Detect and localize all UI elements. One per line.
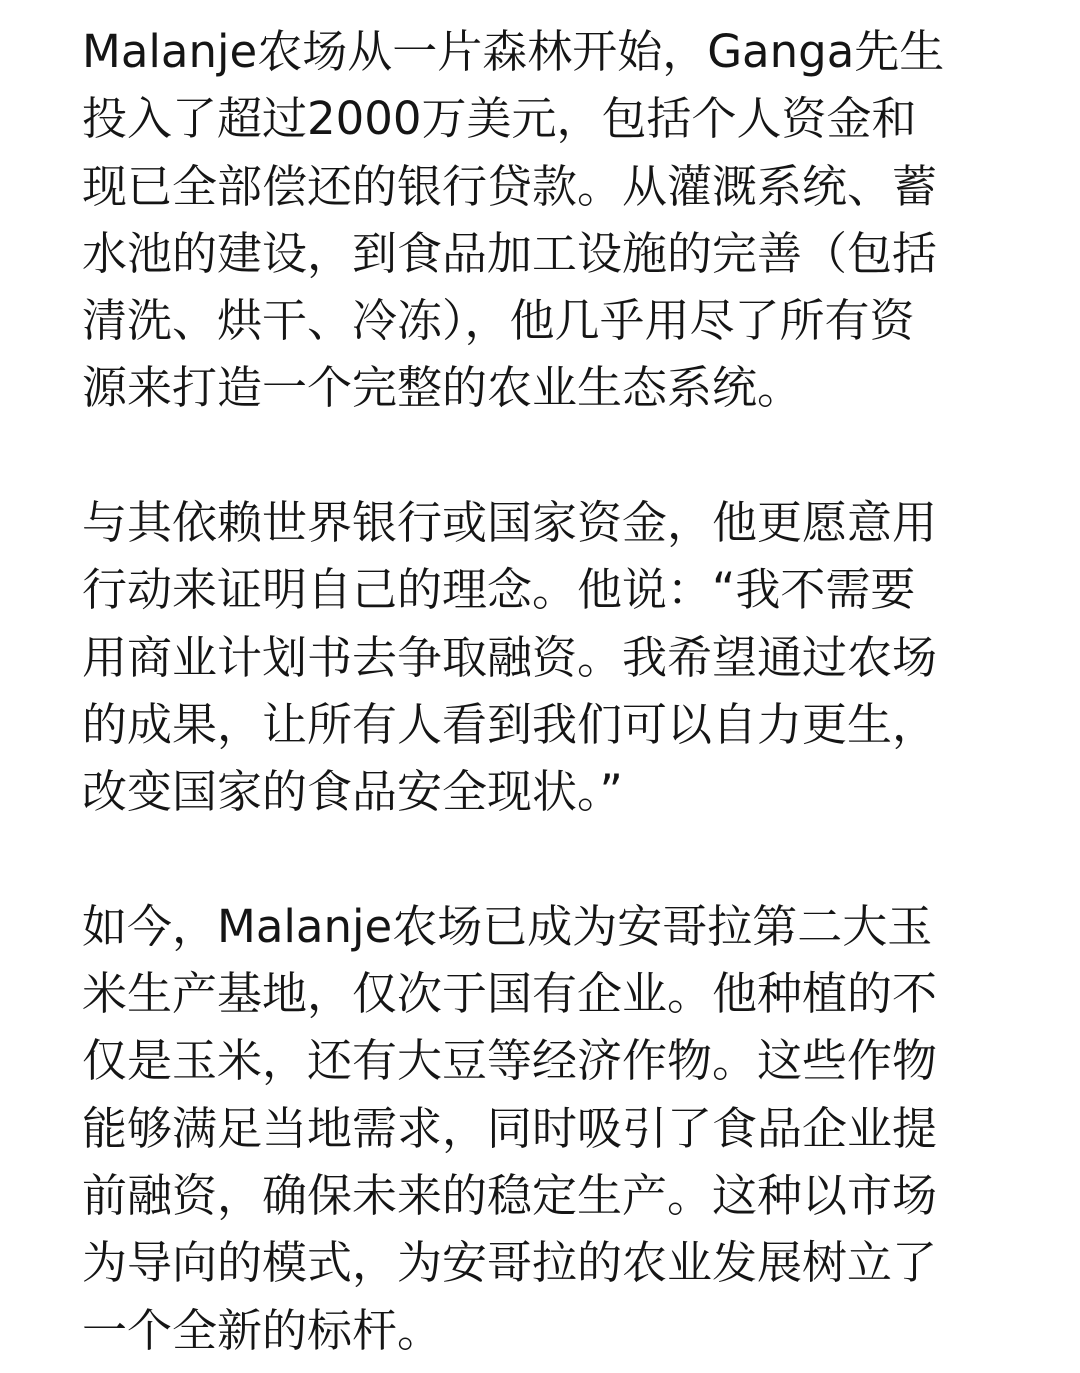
text-line: 投入了超过2000万美元，包括个人资金和 xyxy=(82,92,917,146)
paragraph-2 xyxy=(82,489,998,825)
text-line: 前融资，确保未来的稳定生产。这种以市场 xyxy=(82,1169,938,1223)
text-line: 清洗、烘干、冷冻），他几乎用尽了所有资 xyxy=(82,294,915,348)
paragraph-3 xyxy=(82,893,998,1364)
text-line: 源来打造一个完整的农业生态系统。 xyxy=(82,361,803,415)
text-line: 米生产基地，仅次于国有企业。他种植的不 xyxy=(82,967,938,1021)
text-line: 如今，Malanje农场已成为安哥拉第二大玉 xyxy=(82,899,933,953)
text-line: 行动来证明自己的理念。他说：“我不需要 xyxy=(82,563,916,617)
text-line: 水池的建设，到食品加工设施的完善（包括 xyxy=(82,226,938,280)
article-body xyxy=(82,18,998,1364)
text-line: 为导向的模式，为安哥拉的农业发展树立了 xyxy=(82,1236,938,1290)
text-line: 改变国家的食品安全现状。” xyxy=(82,765,623,819)
text-line: 能够满足当地需求，同时吸引了食品企业提 xyxy=(82,1101,938,1155)
text-line: 现已全部偿还的银行贷款。从灌溉系统、蓄 xyxy=(82,159,938,213)
text-line: Malanje农场从一片森林开始，Ganga先生 xyxy=(82,25,945,78)
text-line: 的成果，让所有人看到我们可以自力更生， xyxy=(82,697,938,751)
text-line: 一个全新的标杆。 xyxy=(82,1303,443,1357)
text-line: 与其依赖世界银行或国家资金，他更愿意用 xyxy=(82,496,938,550)
text-line: 用商业计划书去争取融资。我希望通过农场 xyxy=(82,630,938,684)
text-line: 仅是玉米，还有大豆等经济作物。这些作物 xyxy=(82,1034,938,1088)
paragraph-1 xyxy=(82,18,998,422)
